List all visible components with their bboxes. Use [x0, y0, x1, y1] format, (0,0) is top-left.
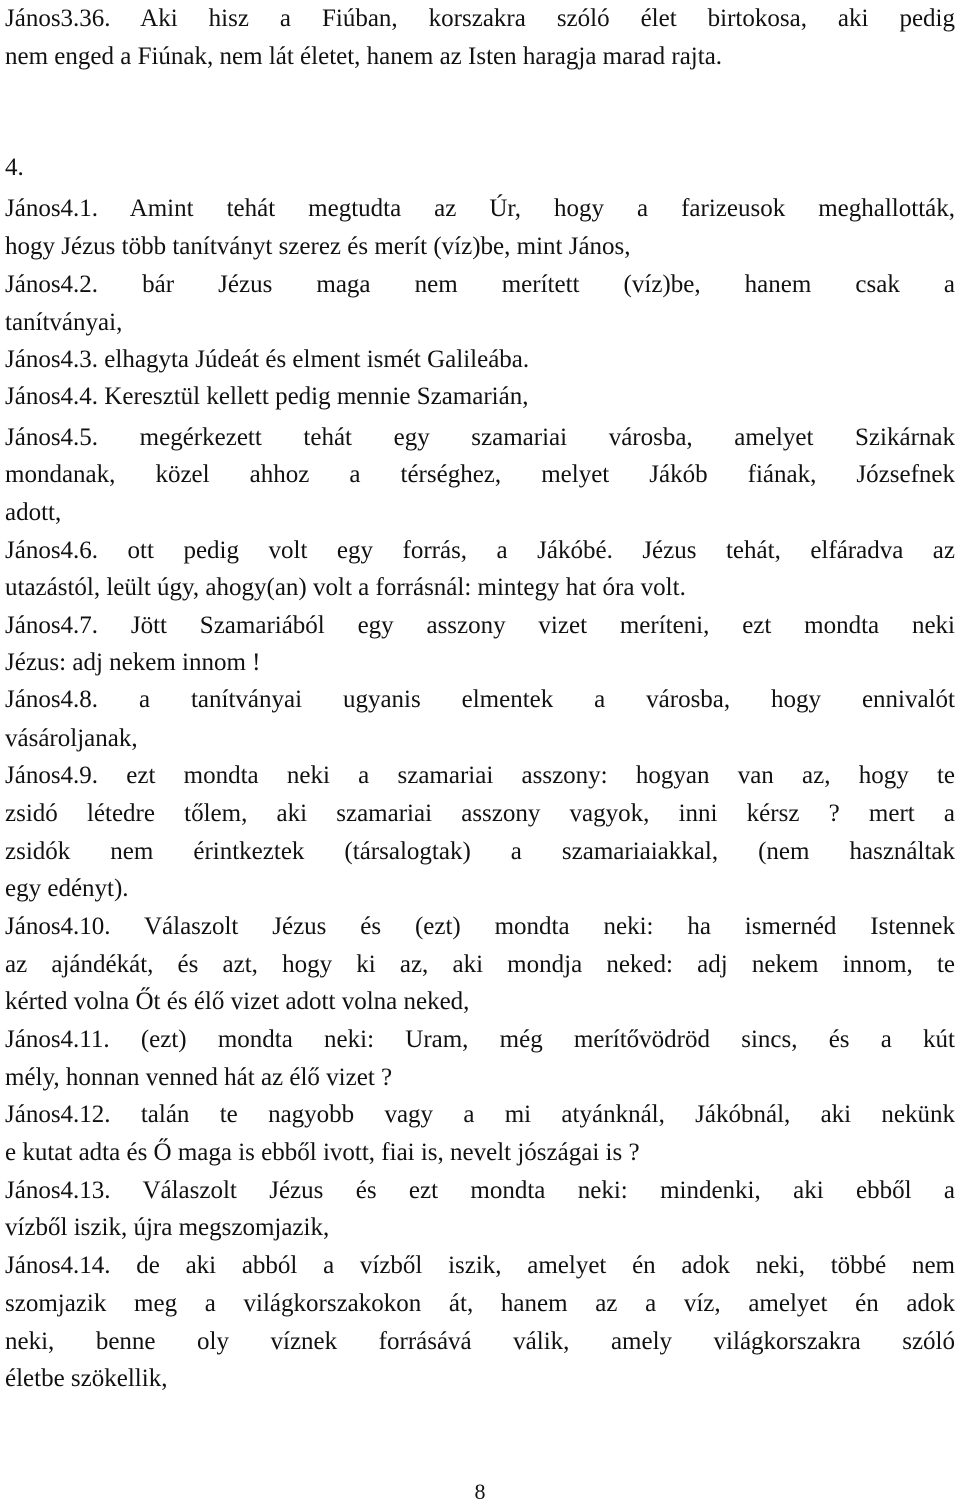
page-number: 8 — [474, 1479, 486, 1504]
text-line: János4.14. de aki abból a vízből iszik, amelyet én adok neki, többé nem — [5, 1252, 955, 1279]
text-line: mondanak, közel ahhoz a térséghez, melyet Jákób fiának, Józsefnek — [5, 461, 955, 488]
text-line: János4.12. talán te nagyobb vagy a mi atyánknál, Jákóbnál, aki nekünk — [5, 1101, 955, 1128]
text-line: nem enged a Fiúnak, nem lát életet, hanem az Isten haragja marad rajta. — [5, 43, 723, 70]
text-line: az ajándékát, és azt, hogy ki az, aki mondja neked: adj nekem innom, te — [5, 951, 955, 978]
text-line: szomjazik meg a világkorszakokon át, hanem az a víz, amelyet én adok — [5, 1290, 955, 1317]
text-line: zsidó létedre tőlem, aki szamariai asszony vagyok, inni kérsz ? mert a — [5, 800, 955, 827]
text-line: János3.36. Aki hisz a Fiúban, korszakra szóló élet birtokosa, aki pedig — [5, 5, 955, 32]
text-line: Jézus: adj nekem innom ! — [5, 649, 261, 676]
text-line: kérted volna Őt és élő vizet adott volna neked, — [5, 988, 470, 1015]
text-line: tanítványai, — [5, 309, 123, 336]
text-line: János4.8. a tanítványai ugyanis elmentek a városba, hogy ennivalót — [5, 686, 955, 713]
text-line: neki, benne oly víznek forrásává válik, amely világkorszakra szóló — [5, 1328, 955, 1355]
text-line: utazástól, leült úgy, ahogy(an) volt a forrásnál: mintegy hat óra volt. — [5, 574, 686, 601]
text-line: hogy Jézus több tanítványt szerez és merít (víz)be, mint János, — [5, 233, 631, 260]
text-line: vásároljanak, — [5, 725, 138, 752]
text-line: vízből iszik, újra megszomjazik, — [5, 1214, 330, 1241]
text-line: János4.3. elhagyta Júdeát és elment ismét Galileába. — [5, 346, 530, 373]
text-line: János4.11. (ezt) mondta neki: Uram, még merítővödröd sincs, és a kút — [5, 1026, 955, 1053]
text-line: adott, — [5, 499, 62, 526]
text-line: János4.1. Amint tehát megtudta az Úr, hogy a farizeusok meghallották, — [5, 195, 955, 222]
text-line: János4.7. Jött Szamariából egy asszony vizet meríteni, ezt mondta neki — [5, 612, 955, 639]
text-line: János4.2. bár Jézus maga nem merített (víz)be, hanem csak a — [5, 271, 955, 298]
text-line: zsidók nem érintkeztek (társalogtak) a szamariaiakkal, (nem használtak — [5, 838, 955, 865]
text-line: János4.6. ott pedig volt egy forrás, a Jákóbé. Jézus tehát, elfáradva az — [5, 537, 955, 564]
text-line: e kutat adta és Ő maga is ebből ivott, fiai is, nevelt jószágai is ? — [5, 1139, 640, 1166]
text-line: János4.5. megérkezett tehát egy szamariai városba, amelyet Szikárnak — [5, 424, 955, 451]
text-line: egy edényt). — [5, 875, 129, 902]
text-line: János4.13. Válaszolt Jézus és ezt mondta neki: mindenki, aki ebből a — [5, 1177, 955, 1204]
text-line: mély, honnan venned hát az élő vizet ? — [5, 1064, 393, 1091]
text-line: János4.9. ezt mondta neki a szamariai asszony: hogyan van az, hogy te — [5, 762, 955, 789]
text-line: János4.10. Válaszolt Jézus és (ezt) mondta neki: ha ismernéd Istennek — [5, 913, 955, 940]
text-line: János4.4. Keresztül kellett pedig mennie Szamarián, — [5, 383, 529, 410]
text-line: életbe szökellik, — [5, 1365, 168, 1392]
section-number: 4. — [5, 154, 24, 181]
